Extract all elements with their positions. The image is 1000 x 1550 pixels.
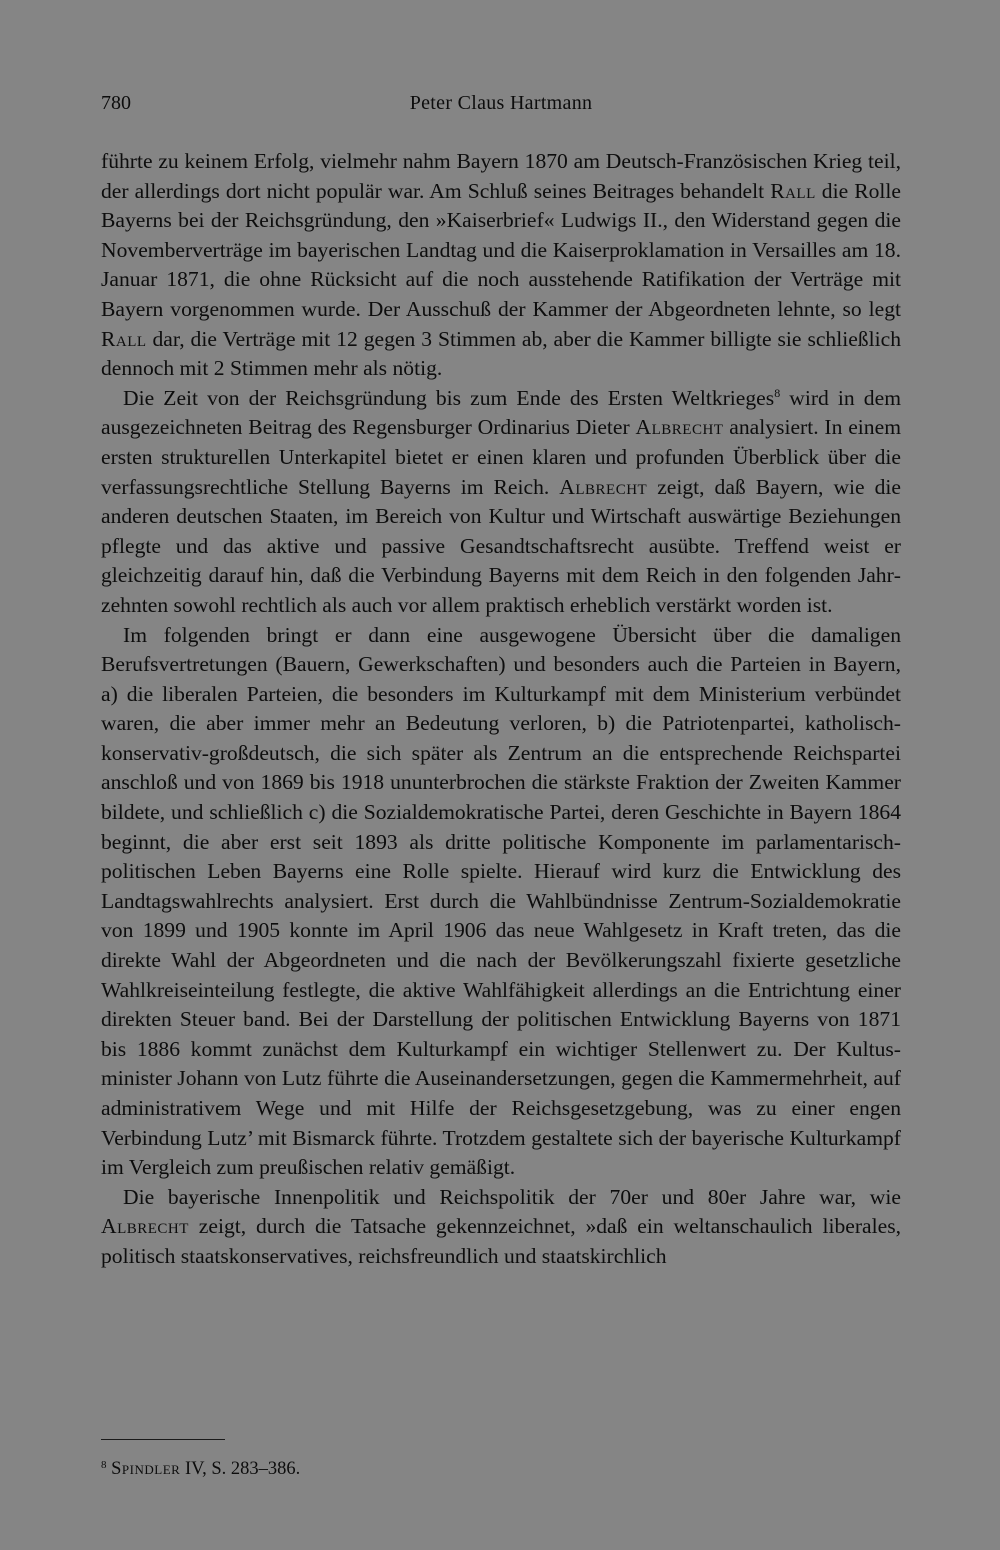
page-header bbox=[101, 92, 901, 120]
text-run: Die bayerische Innenpolitik und Reichspolitik der 70er und 80er Jahre war, wie bbox=[123, 1184, 901, 1209]
document-page bbox=[101, 0, 901, 1550]
paragraph bbox=[101, 621, 901, 1183]
text-run: Im folgenden bringt er dann eine ausgewogene Übersicht über die damaligen Berufsvertretungen (Bauern, Gewerkschaften) und besonders auch die Parteien in Bayern, a) die liberalen Parteien, die besonders im Kulturkampf mit dem Ministerium verbündet waren, die aber immer mehr an Bedeutung verloren, b) die Patriotenpartei, katholisch-konservativ-großdeutsch, die sich später als Zentrum an die entsprechende Reichspartei anschloß und von 1869 bis 1918 ununterbrochen die stärkste Fraktion der Zweiten Kammer bildete, und schließlich c) die Sozialdemokratische Partei, deren Geschichte in Bayern 1864 beginnt, die aber erst seit 1893 als dritte politische Komponente im parlamentarisch-politischen Leben Bayerns eine Rolle spielte. Hierauf wird kurz die Entwicklung des Landtagswahlrechts analysiert. Erst durch die Wahlbündnisse Zentrum-Sozialdemokratie von 1899 und 1905 konnte im April 1906 das neue Wahlgesetz in Kraft treten, das die direkte Wahl der Abgeordneten und die nach der Bevölkerungszahl fixierte gesetzliche Wahlkreiseinteilung festlegte, die aktive Wahlfähigkeit allerdings an die Entrichtung einer direkten Steuer band. Bei der Darstellung der politischen Entwicklung Bayerns von 1871 bis 1886 kommt zunächst dem Kulturkampf ein wichtiger Stellenwert zu. Der Kultusminister Johann von Lutz führte die Auseinandersetzungen, gegen die Kammermehrheit, auf administrativem Wege und mit Hilfe der Reichsgesetzgebung, was zu einer engen Verbindung Lutz’ mit Bismarck führte. Trotzdem gestaltete sich der bayerische Kulturkampf im Vergleich zum preußischen relativ gemäßigt. bbox=[101, 622, 901, 1180]
footnote bbox=[101, 1457, 901, 1481]
author-name: Albrecht bbox=[559, 474, 648, 499]
footnote-reference-marker: 8 bbox=[774, 385, 781, 400]
footnote-separator bbox=[101, 1439, 225, 1440]
text-run: analysiert. In einem ersten strukturellen Unterkapitel bietet er einen klaren und profunden Überblick über die verfassungsrechtliche Stellung Bayerns im Reich. bbox=[101, 415, 901, 499]
text-run: die Rolle Bayerns bei der Reichsgründung, den »Kaiserbrief« Ludwigs II., den Widerstand gegen die Novemberverträge im bayerischen Landtag und die Kaiserproklamation in Versailles am 18. Januar 1871, die ohne Rücksicht auf die noch ausstehende Ratifikation der Verträge mit Bayern vorgenommen wurde. Der Ausschuß der Kammer der Abgeordneten lehnte, so legt bbox=[101, 178, 902, 321]
author-name: Albrecht bbox=[101, 1214, 189, 1239]
paragraph bbox=[101, 384, 901, 621]
footnote-marker: 8 bbox=[101, 1459, 107, 1471]
running-head: Peter Claus Hartmann bbox=[409, 92, 593, 114]
paragraph bbox=[101, 1183, 901, 1272]
author-name: Rall bbox=[770, 178, 816, 203]
text-run: dar, die Verträge mit 12 gegen 3 Stimmen ab, aber die Kammer billigte sie schließlich dennoch mit 2 Stimmen mehr als nötig. bbox=[101, 326, 901, 381]
text-run: führte zu keinem Erfolg, vielmehr nahm Bayern 1870 am Deutsch-Französischen Krieg teil, der allerdings dort nicht populär war. Am Schluß seines Beitrages behandelt bbox=[101, 149, 901, 203]
footnote-author: Spindler bbox=[111, 1459, 181, 1479]
author-name: Albrecht bbox=[635, 415, 724, 440]
text-run: wird in dem ausgezeichneten Beitrag des Regensburger Ordinarius Dieter bbox=[101, 385, 901, 440]
page-number: 780 bbox=[101, 92, 131, 114]
text-run: zeigt, daß Bayern, wie die anderen deutschen Staaten, im Bereich von Kultur und Wirtschaft auswärtige Beziehungen pflegte und das aktive und passive Gesandtschaftsrecht ausübte. Treffend weist er gleichzeitig darauf hin, daß die Verbindung Bayerns mit dem Reich in den folgenden Jahrzehnten sowohl rechtlich als auch vor allem praktisch erheblich verstärkt worden ist. bbox=[101, 474, 901, 617]
text-run: zeigt, durch die Tatsache gekennzeichnet, »daß ein weltanschaulich liberales, politisch staatskonservatives, reichsfreundlich und staatskirchlich bbox=[101, 1214, 901, 1268]
body-text bbox=[101, 147, 901, 1272]
text-run: Die Zeit von der Reichsgründung bis zum Ende des Ersten Weltkrieges bbox=[123, 385, 775, 410]
author-name: Rall bbox=[101, 326, 147, 351]
paragraph bbox=[101, 147, 901, 384]
footnote-reference: IV, S. 283–386. bbox=[180, 1459, 301, 1479]
